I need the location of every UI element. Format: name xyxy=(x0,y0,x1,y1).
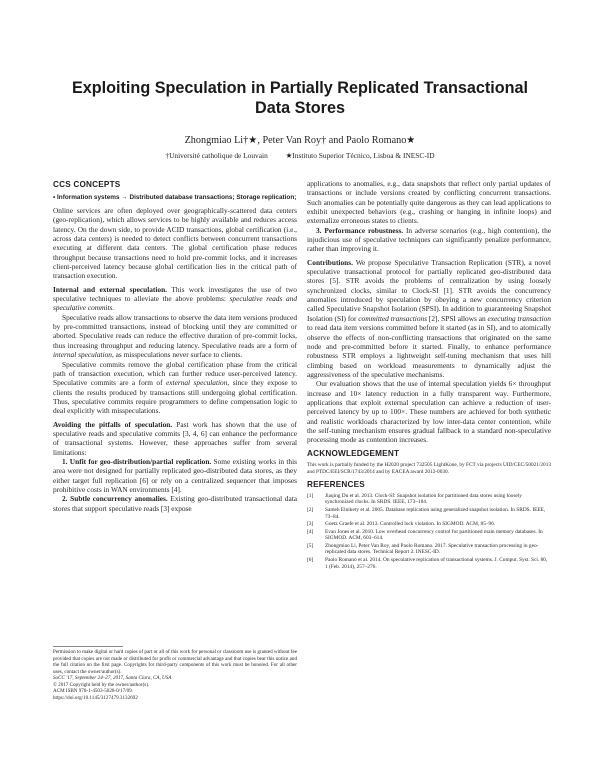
paper-title: Exploiting Speculation in Partially Replicated Transactional Data Stores xyxy=(71,79,529,117)
reference-item xyxy=(307,543,551,556)
emphasis: external speculation xyxy=(166,378,228,388)
reference-item xyxy=(307,521,551,528)
reference-text: Sameh Elnikety et al. 2005. Database replication using generalized snapshot isolation. In SRDS. IEEE, 73–84. xyxy=(325,506,546,520)
isbn-line: ACM ISBN 978-1-4503-5028-0/17/09. xyxy=(53,688,133,695)
left-column xyxy=(53,179,297,513)
reference-list xyxy=(307,493,551,571)
right-column xyxy=(307,179,551,571)
emphasis: committed transactions xyxy=(358,313,428,323)
run-in-heading: 3. Performance robustness. xyxy=(316,225,404,235)
reference-item xyxy=(307,493,551,506)
venue: SoCC '17, September 24–27, 2017, Santa Clara, CA, USA xyxy=(53,675,172,682)
reference-text: Evan Jones et al. 2010. Low overhead concurrency control for partitioned main memory databases. In SIGMOD. ACM, 603–614. xyxy=(325,528,543,542)
paragraph-anomalies: applications to anomalies, e.g., data snapshots that reflect only partial updates of transactions or include versions created by conflicting concurrent transactions. Such anomalies can be potentially quite dangerous as they can lead applications to exhibit unexpected behaviors (e.g., crashing or hanging in infinite loops) and externalize erroneous states to clients. xyxy=(307,179,551,226)
paragraph-speculative-reads xyxy=(53,313,297,360)
copyright-line: © 2017 Copyright held by the owner/author(s). xyxy=(53,681,150,688)
acknowledgement-text: This work is partially funded by the H2020 project 732505 LightKone, by FCT via projects UID/CEC/50021/2013 and PTDC/EEI/SCR/1743/2014 and by EACEA award 2012-0030. xyxy=(307,461,551,475)
emphasis: speculative reads and speculative commits. xyxy=(53,294,297,313)
ccs-concepts xyxy=(53,193,297,202)
footnote-rule xyxy=(53,646,123,647)
paragraph-limitation-3 xyxy=(307,226,551,254)
paragraph-text: , as misspeculations never surface to clients. xyxy=(111,350,243,360)
paragraph-text: [2], SPSI allows an xyxy=(428,313,486,323)
paragraph-text: Some existing works in this area were not designed for partially replicated geo-distributed data stores, as they either target full replication [6] or rely on a centralized sequencer that imposes prohibitive costs in WAN environments [4]. xyxy=(53,456,297,494)
run-in-heading: 1. Unfit for geo-distribution/partial replication. xyxy=(62,456,212,466)
run-in-heading: Internal and external speculation. xyxy=(53,284,168,294)
paragraph-pitfalls xyxy=(53,420,297,457)
affiliation-ist: ★Instituto Superior Técnico, Lisboa & INESC-ID xyxy=(285,151,435,160)
reference-number: [3] xyxy=(307,521,314,528)
paragraph-limitation-1 xyxy=(53,457,297,494)
reference-item xyxy=(307,507,551,520)
reference-number: [2] xyxy=(307,506,314,513)
intro-paragraph: Online services are often deployed over geographically-scattered data centers (geo-replication), which allows services to be highly available and reduces access latency. On the down side, to provide ACID transactions, global certification (i.e., across data centers) is needed to detect conflicts between concurrent transactions executing at different data centers. The global certification phase reduces throughput because transactions need to hold pre-commit locks, and it increases client-perceived latency because global certification lies in the critical path of transaction execution. xyxy=(53,206,297,281)
paragraph-text: Speculative reads allow transactions to observe the data item versions produced by pre-committed transactions, instead of blocking until they are committed or aborted. Speculative reads can reduce the effective duration of pre-commit locks, thus increasing throughput and reducing latency. Speculative reads are a form of xyxy=(53,312,297,350)
ccs-line: • Information systems → Distributed database transactions; Storage replication; xyxy=(53,194,297,201)
run-in-heading: 2. Subtle concurrency anomalies. xyxy=(62,494,168,504)
references-heading: REFERENCES xyxy=(307,479,365,489)
paragraph-text: This work investigates the use of two speculative techniques to alleviate the above problems: xyxy=(53,284,297,304)
reference-text: Paolo Romano et al. 2014. On speculative replication of transactional systems. J. Comput. Syst. Sci. 80, 1 (Feb. 2014), 257–276. xyxy=(325,556,548,570)
paragraph-text: , since they expose to clients the results produced by transactions still undergoing global certification. Thus, speculative commits require programmers to define compensation logic to deal explicitly with misspeculations. xyxy=(53,378,297,416)
paragraph-speculative-commits xyxy=(53,360,297,416)
affiliations xyxy=(60,151,540,161)
reference-number: [1] xyxy=(307,492,314,499)
reference-item xyxy=(307,529,551,542)
paragraph-limitation-2 xyxy=(53,494,297,513)
paragraph-internal-external xyxy=(53,285,297,313)
emphasis: executing transaction xyxy=(487,313,551,323)
paragraph-text: Past work has shown that the use of speculative reads and speculative commits [3, 4, 6] can enhance the performance of transactional systems. However, these approaches suffer from several limitations: xyxy=(53,419,297,457)
permission-notice: Permission to make digital or hard copies of part or all of this work for personal or classroom use is granted without fee provided that copies are not made or distributed for profit or commercial advantage and that copies bear this notice and the full citation on the first page. Copyrights for third-party components of this work must be honored. For all other uses, contact the owner/author(s). xyxy=(53,649,297,675)
reference-number: [4] xyxy=(307,528,314,535)
paragraph-text: to read data item versions committed before it started (as in SI), and to atomically observe the effects of non-conflicting transactions that originated on the same node and pre-committed before it started. Finally, to enhance performance robustness STR employs a lightweight self-tuning mechanism that uses hill climbing based on workload measurements to dynamically adjust the aggressiveness of the speculative mechanisms. xyxy=(307,323,551,379)
reference-text: Jiaqing Du et al. 2013. Clock-SI: Snapshot isolation for partitioned data stores using loosely synchronized clocks. In SRDS. IEEE, 173–184. xyxy=(325,492,522,506)
ccs-heading: CCS CONCEPTS xyxy=(53,180,121,189)
paragraph-text: Speculative commits remove the global certification phase from the critical path of transaction execution, which can further reduce user-perceived latency. Speculative commits are a form of xyxy=(53,359,297,388)
paragraph-contributions xyxy=(307,258,551,379)
author-list: Zhongmiao Li†★, Peter Van Roy† and Paolo Romano★ xyxy=(184,135,416,146)
paragraph-text: Existing geo-distributed transactional data stores that support speculative reads [3] expose xyxy=(53,494,297,513)
run-in-heading: Contributions. xyxy=(307,257,353,267)
run-in-heading: Avoiding the pitfalls of speculation. xyxy=(53,419,173,429)
paragraph-text: In adverse scenarios (e.g., high contention), the injudicious use of speculative techniques can significantly penalize performance, rather than improving it. xyxy=(307,225,552,254)
reference-item xyxy=(307,557,551,570)
reference-number: [5] xyxy=(307,542,314,549)
reference-text: Zhongmiao Li, Peter Van Roy, and Paolo Romano. 2017. Speculative transaction processing in geo-replicated data stores. Technical Report 2. INESC-ID. xyxy=(325,542,539,556)
affiliation-louvain: †Université catholique de Louvain xyxy=(165,151,268,160)
doi-link[interactable]: https://doi.org/10.1145/3127479.3132692 xyxy=(53,694,138,701)
emphasis: internal speculation xyxy=(53,350,112,360)
reference-number: [6] xyxy=(307,556,314,563)
copyright-footnote xyxy=(53,646,297,701)
paragraph-text: We propose Speculative Transaction Replication (STR), a novel speculative transactional protocol for partially replicated geo-distributed data stores [5]. STR avoids the problems of centralization by using loosely synchronized clocks, similar to Clock-SI [1]. STR avoids the concurrency anomalies introduced by speculation by obeying a new concurrency criterion called Speculative Snapshot Isolation (SPSI). In addition to guaranteeing Snapshot Isolation (SI) for xyxy=(307,257,551,323)
paragraph-evaluation: Our evaluation shows that the use of internal speculation yields 6× throughput increase and 10× latency reduction in a fully transparent way. Furthermore, applications that exploit external speculation can achieve a reduction of user-perceived latency by up to 100×. These numbers are achieved for both synthetic and realistic workloads characterized by low inter-data center contention, while the self-tuning mechanism ensures gradual fallback to a standard non-speculative processing mode as contention increases. xyxy=(307,379,551,445)
reference-text: Goetz Graefe et al. 2013. Controlled lock violation. In SIGMOD. ACM, 85–96. xyxy=(325,521,496,528)
acknowledgement-heading: ACKNOWLEDGEMENT xyxy=(307,448,400,458)
